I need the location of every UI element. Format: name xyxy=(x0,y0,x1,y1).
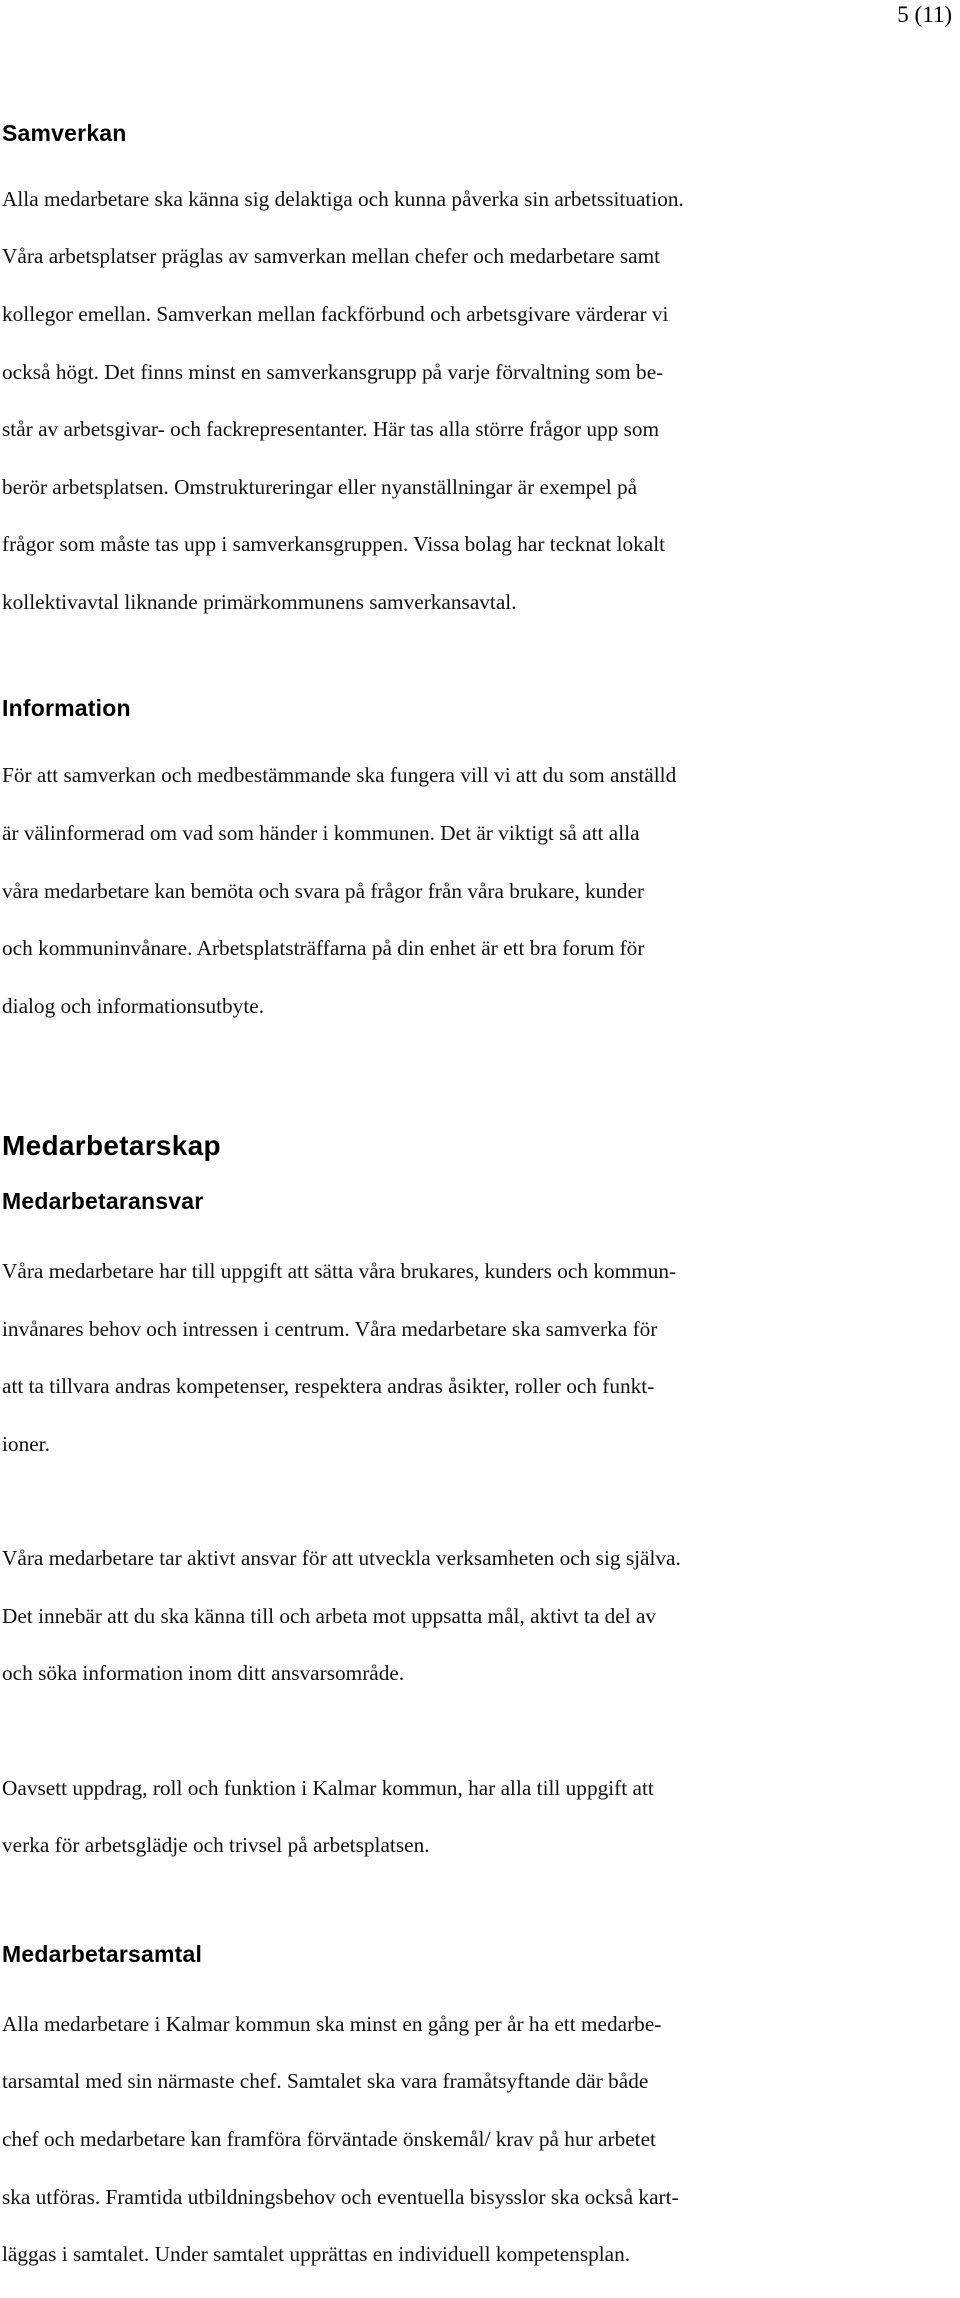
section-heading-information: Information xyxy=(2,694,131,721)
text-line: ioner. xyxy=(2,1431,50,1456)
text-line: chef och medarbetare kan framföra förväntade önskemål/ krav på hur arbetet xyxy=(2,2127,656,2152)
paragraph-medarbetaransvar-2 xyxy=(2,1515,802,1717)
paragraph-medarbetaransvar-1 xyxy=(2,1228,802,1487)
text-line: Våra medarbetare har till uppgift att sätta våra brukares, kunders och kommun- xyxy=(2,1259,677,1284)
paragraph-information xyxy=(2,733,802,1050)
text-line: är välinformerad om vad som händer i kommunen. Det är viktigt så att alla xyxy=(2,820,640,845)
text-line: också högt. Det finns minst en samverkansgrupp på varje förvaltning som be- xyxy=(2,359,664,384)
text-line: Våra arbetsplatser präglas av samverkan mellan chefer och medarbetare samt xyxy=(2,244,661,269)
text-line: frågor som måste tas upp i samverkansgruppen. Vissa bolag har tecknat lokalt xyxy=(2,532,666,557)
text-line: berör arbetsplatsen. Omstruktureringar eller nyanställningar är exempel på xyxy=(2,474,638,499)
page-number: 5 (11) xyxy=(897,2,952,27)
text-line: och söka information inom ditt ansvarsområde. xyxy=(2,1661,405,1686)
text-line: Oavsett uppdrag, roll och funktion i Kalmar kommun, har alla till uppgift att xyxy=(2,1775,654,1800)
paragraph-medarbetaransvar-3 xyxy=(2,1745,802,1889)
text-line: tarsamtal med sin närmaste chef. Samtalet ska vara framåtsyftande där både xyxy=(2,2069,649,2094)
text-line: Alla medarbetare ska känna sig delaktiga och kunna påverka sin arbetssituation. xyxy=(2,186,684,211)
paragraph-samverkan xyxy=(2,156,802,646)
text-line: och kommuninvånare. Arbetsplatsträffarna på din enhet är ett bra forum för xyxy=(2,936,645,961)
paragraph-medarbetarsamtal xyxy=(2,1981,802,2298)
text-line: ska utföras. Framtida utbildningsbehov och eventuella bisysslor ska också kart- xyxy=(2,2184,679,2209)
text-line: För att samverkan och medbestämmande ska fungera vill vi att du som anställd xyxy=(2,763,677,788)
document-body xyxy=(2,118,802,2298)
section-heading-medarbetaransvar: Medarbetaransvar xyxy=(2,1188,204,1215)
text-line: invånares behov och intressen i centrum. Våra medarbetare ska samverka för xyxy=(2,1316,658,1341)
text-line: Alla medarbetare i Kalmar kommun ska minst en gång per år ha ett medarbe- xyxy=(2,2011,662,2036)
section-heading-medarbetarsamtal: Medarbetarsamtal xyxy=(2,1941,203,1968)
text-line: läggas i samtalet. Under samtalet upprättas en individuell kompetensplan. xyxy=(2,2242,631,2267)
text-line: verka för arbetsglädje och trivsel på arbetsplatsen. xyxy=(2,1833,430,1858)
section-heading-samverkan: Samverkan xyxy=(2,120,127,146)
text-line: dialog och informationsutbyte. xyxy=(2,993,265,1018)
text-line: Det innebär att du ska känna till och arbeta mot uppsatta mål, aktivt ta del av xyxy=(2,1603,657,1628)
text-line: står av arbetsgivar- och fackrepresentanter. Här tas alla större frågor upp som xyxy=(2,417,660,442)
text-line: kollektivavtal liknande primärkommunens samverkansavtal. xyxy=(2,589,517,614)
text-line: Våra medarbetare tar aktivt ansvar för att utveckla verksamheten och sig själva. xyxy=(2,1546,681,1571)
chapter-heading-medarbetarskap: Medarbetarskap xyxy=(2,1130,221,1162)
text-line: att ta tillvara andras kompetenser, respektera andras åsikter, roller och funkt- xyxy=(2,1374,655,1399)
text-line: våra medarbetare kan bemöta och svara på frågor från våra brukare, kunder xyxy=(2,878,645,903)
text-line: kollegor emellan. Samverkan mellan fackförbund och arbetsgivare värderar vi xyxy=(2,301,669,326)
